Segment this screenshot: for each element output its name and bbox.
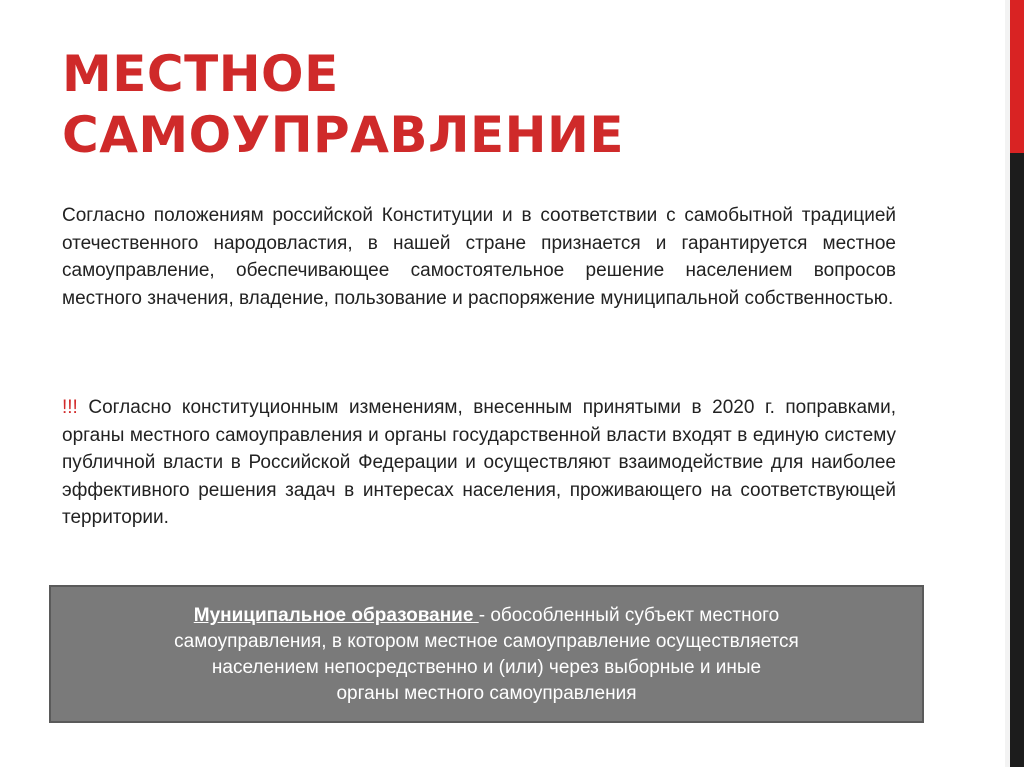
slide-title-line-1: МЕСТНОЕ	[62, 45, 339, 103]
amendments-paragraph	[62, 394, 896, 532]
definition-line-2: самоуправления, в котором местное самоуправление осуществляется	[174, 631, 799, 652]
amendments-text: Согласно конституционным изменениям, внесенным принятыми в 2020 г. поправками, органы местного самоуправления и органы государственной власти входят в единую систему публичной власти в Российской Федерации и осуществляют взаимодействие для наиболее эффективного решения задач в интересах населения, проживающего на соответствующей территории.	[62, 397, 896, 528]
attention-mark: !!!	[62, 397, 78, 418]
definition-line-1	[75, 603, 898, 629]
constitution-paragraph: Согласно положениям российской Конституции и в соответствии с самобытной традицией отечественного народовластия, в нашей стране признается и гарантируется местное самоуправление, обеспечивающее самостоятельное решение населением вопросов местного значения, владение, пользование и распоряжение муниципальной собственностью.	[62, 205, 896, 309]
definition-line-4: органы местного самоуправления	[336, 683, 637, 704]
definition-text-1: - обособленный субъект местного	[478, 605, 780, 626]
definition-line-3: населением непосредственно и (или) через выборные и иные	[211, 657, 762, 678]
slide-edge-bar	[1010, 0, 1024, 767]
slide-title	[62, 44, 962, 166]
edge-bar-black-segment	[1010, 153, 1024, 767]
definition-box	[49, 585, 924, 723]
definition-term: Муниципальное образование	[193, 605, 479, 626]
edge-bar-red-segment	[1010, 0, 1024, 153]
slide-title-line-2: САМОУПРАВЛЕНИЕ	[62, 106, 625, 164]
